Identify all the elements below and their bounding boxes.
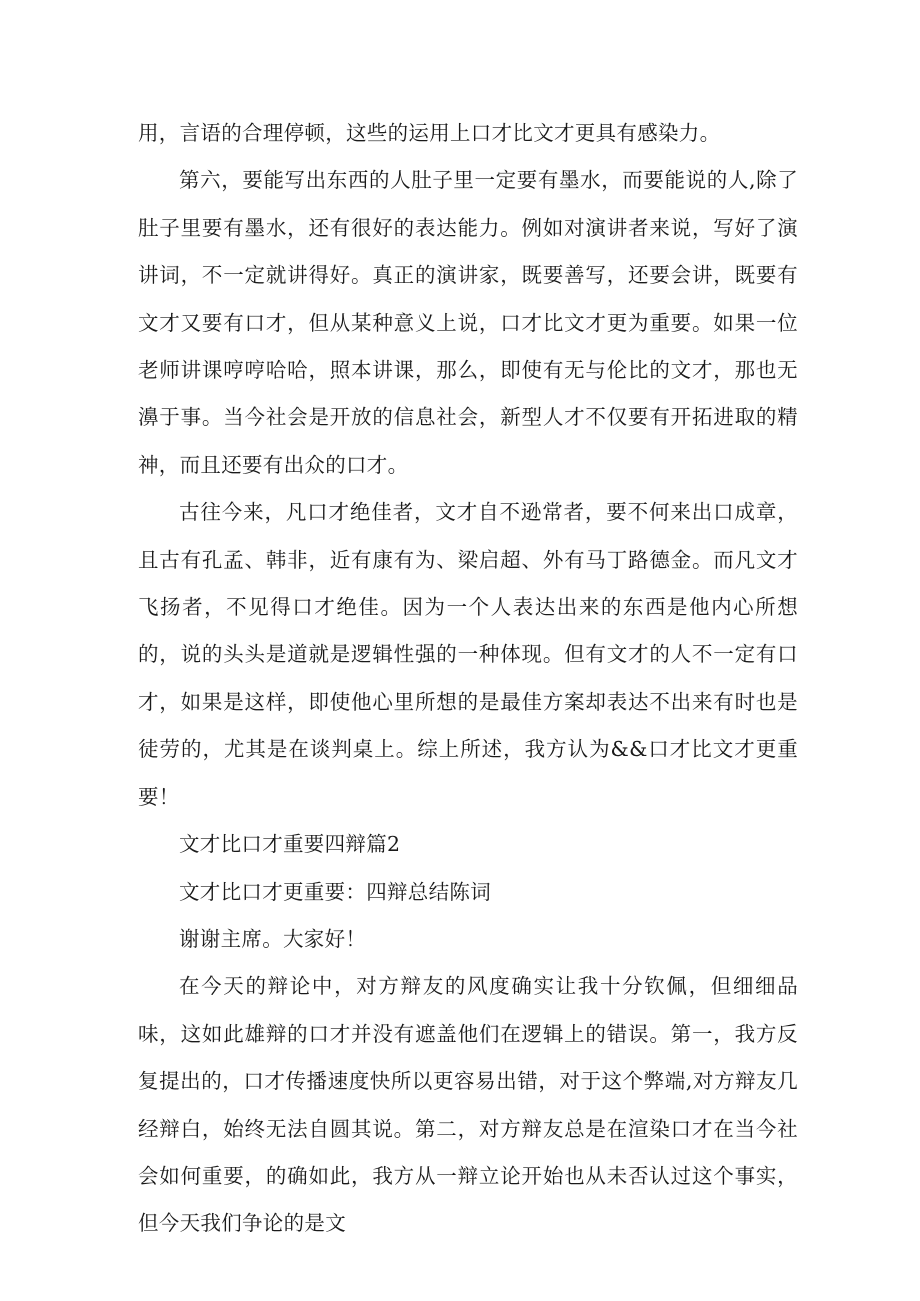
section-title: 文才比口才重要四辩篇2 — [179, 832, 401, 857]
greeting-line: 谢谢主席。大家好！ — [179, 926, 367, 951]
paragraph-conclusion: 古往今来，凡口才绝佳者，文才自不逊常者，要不何来出口成章，且古有孔孟、韩非，近有康有为、梁启超、外有马丁路德金。而凡文才飞扬者，不见得口才绝佳。因为一个人表达出来的东西是他内心所想的，说的头头是道就是逻辑性强的一种体现。但有文才的人不一定有口才，如果是这样，即使他心里所想的是最佳方案却表达不出来有时也是徒劳的，尤其是在谈判桌上。综上所述，我方认为&&口才比文才更重要！ — [138, 500, 798, 809]
document-body — [138, 110, 798, 1248]
section-subtitle: 文才比口才更重要：四辩总结陈词 — [179, 879, 491, 904]
paragraph-rebuttal: 在今天的辩论中，对方辩友的风度确实让我十分钦佩，但细细品味，这如此雄辩的口才并没有遮盖他们在逻辑上的错误。第一，我方反复提出的，口才传播速度快所以更容易出错，对于这个弊端,对方辩友几经辩白，始终无法自圆其说。第二，对方辩友总是在渲染口才在当今社会如何重要，的确如此，我方从一辩立论开始也从未否认过这个事实，但今天我们争论的是文 — [138, 974, 798, 1236]
paragraph-continuation: 用，言语的合理停顿，这些的运用上口才比文才更具有感染力。 — [138, 121, 721, 145]
paragraph-sixth-point: 第六，要能写出东西的人肚子里一定要有墨水，而要能说的人,除了肚子里要有墨水，还有很好的表达能力。例如对演讲者来说，写好了演讲词，不一定就讲得好。真正的演讲家，既要善写，还要会讲，既要有文才又要有口才，但从某种意义上说，口才比文才更为重要。如果一位老师讲课哼哼哈哈，照本讲课，那么，即使有无与伦比的文才，那也无濞于事。当今社会是开放的信息社会，新型人才不仅要有开拓进取的精神，而且还要有出众的口才。 — [138, 168, 798, 477]
